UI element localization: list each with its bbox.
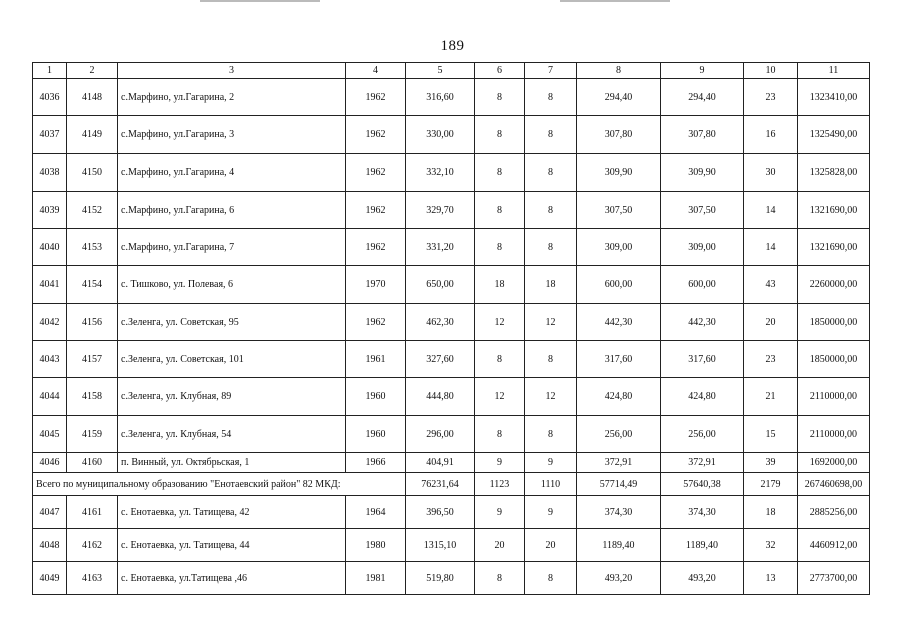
table-cell: 307,50 — [577, 192, 661, 229]
table-cell: 18 — [525, 266, 577, 304]
address-cell: с.Зеленга, ул. Советская, 95 — [118, 304, 346, 341]
table-cell: 2110000,00 — [798, 378, 870, 416]
table-cell: 18 — [744, 496, 798, 529]
table-cell: 294,40 — [661, 79, 744, 116]
table-cell: 329,70 — [406, 192, 475, 229]
table-cell: 9 — [525, 453, 577, 473]
table-cell: 1692000,00 — [798, 453, 870, 473]
table-cell: 15 — [744, 416, 798, 453]
table-cell: 9 — [475, 453, 525, 473]
table-cell: 12 — [475, 304, 525, 341]
table-cell: 32 — [744, 529, 798, 562]
table-cell: 8 — [525, 79, 577, 116]
table-cell: 374,30 — [661, 496, 744, 529]
table-cell: 372,91 — [577, 453, 661, 473]
table-cell: 1189,40 — [577, 529, 661, 562]
table-cell: 4157 — [67, 341, 118, 378]
table-cell: 2110000,00 — [798, 416, 870, 453]
table-row — [33, 453, 870, 473]
table-cell: 1321690,00 — [798, 229, 870, 266]
table-cell: 8 — [525, 341, 577, 378]
column-header: 6 — [475, 63, 525, 79]
table-cell: 1962 — [346, 116, 406, 154]
total-cell: 57640,38 — [661, 473, 744, 496]
table-cell: 23 — [744, 79, 798, 116]
table-cell: 8 — [475, 341, 525, 378]
total-cell: 1123 — [475, 473, 525, 496]
table-cell: 20 — [525, 529, 577, 562]
table-cell: 442,30 — [661, 304, 744, 341]
table-cell: 332,10 — [406, 154, 475, 192]
table-row — [33, 229, 870, 266]
table-cell: 600,00 — [577, 266, 661, 304]
table-cell: 8 — [525, 116, 577, 154]
table-cell: 1325828,00 — [798, 154, 870, 192]
table-cell: 424,80 — [661, 378, 744, 416]
address-cell: с. Тишково, ул. Полевая, 6 — [118, 266, 346, 304]
table-cell: 650,00 — [406, 266, 475, 304]
address-cell: с.Марфино, ул.Гагарина, 3 — [118, 116, 346, 154]
table-cell: 1962 — [346, 79, 406, 116]
column-header: 11 — [798, 63, 870, 79]
table-cell: 1961 — [346, 341, 406, 378]
table-row — [33, 341, 870, 378]
column-header: 9 — [661, 63, 744, 79]
table-cell: 4162 — [67, 529, 118, 562]
table-cell: 4043 — [33, 341, 67, 378]
table-cell: 4156 — [67, 304, 118, 341]
column-header: 8 — [577, 63, 661, 79]
table-cell: 23 — [744, 341, 798, 378]
scan-edge-mark — [560, 0, 670, 2]
table-cell: 21 — [744, 378, 798, 416]
table-cell: 372,91 — [661, 453, 744, 473]
table-cell: 309,90 — [577, 154, 661, 192]
table-cell: 8 — [475, 562, 525, 595]
table-cell: 1980 — [346, 529, 406, 562]
table-cell: 307,50 — [661, 192, 744, 229]
table-cell: 1189,40 — [661, 529, 744, 562]
total-cell: 1110 — [525, 473, 577, 496]
table-cell: 8 — [475, 79, 525, 116]
table-cell: 1962 — [346, 229, 406, 266]
table-cell: 442,30 — [577, 304, 661, 341]
column-header: 1 — [33, 63, 67, 79]
table-cell: 256,00 — [577, 416, 661, 453]
table-cell: 2260000,00 — [798, 266, 870, 304]
table-row — [33, 154, 870, 192]
address-cell: с.Марфино, ул.Гагарина, 6 — [118, 192, 346, 229]
table-cell: 18 — [475, 266, 525, 304]
table-cell: 4158 — [67, 378, 118, 416]
table-cell: 1970 — [346, 266, 406, 304]
column-header: 5 — [406, 63, 475, 79]
total-cell: 2179 — [744, 473, 798, 496]
table-cell: 309,00 — [661, 229, 744, 266]
table-cell: 307,80 — [661, 116, 744, 154]
table-cell: 12 — [525, 304, 577, 341]
table-cell: 14 — [744, 192, 798, 229]
table-cell: 309,90 — [661, 154, 744, 192]
table-row — [33, 496, 870, 529]
table-cell: 1981 — [346, 562, 406, 595]
table-cell: 309,00 — [577, 229, 661, 266]
table-cell: 331,20 — [406, 229, 475, 266]
table-cell: 43 — [744, 266, 798, 304]
table-cell: 317,60 — [661, 341, 744, 378]
table-row — [33, 79, 870, 116]
table-cell: 296,00 — [406, 416, 475, 453]
column-header: 2 — [67, 63, 118, 79]
address-cell: с.Зеленга, ул. Клубная, 54 — [118, 416, 346, 453]
table-cell: 4161 — [67, 496, 118, 529]
table-cell: 1321690,00 — [798, 192, 870, 229]
table-cell: 12 — [525, 378, 577, 416]
table-cell: 4049 — [33, 562, 67, 595]
table-cell: 4153 — [67, 229, 118, 266]
table-cell: 30 — [744, 154, 798, 192]
table-cell: 4154 — [67, 266, 118, 304]
table-cell: 8 — [475, 154, 525, 192]
table-cell: 13 — [744, 562, 798, 595]
column-header: 7 — [525, 63, 577, 79]
table-cell: 4047 — [33, 496, 67, 529]
table-cell: 4149 — [67, 116, 118, 154]
table-cell: 600,00 — [661, 266, 744, 304]
column-header: 3 — [118, 63, 346, 79]
table-header-row — [33, 63, 870, 79]
table-cell: 8 — [525, 416, 577, 453]
table-cell: 4045 — [33, 416, 67, 453]
table-cell: 14 — [744, 229, 798, 266]
table-cell: 4150 — [67, 154, 118, 192]
table-cell: 256,00 — [661, 416, 744, 453]
table-row — [33, 562, 870, 595]
table-cell: 317,60 — [577, 341, 661, 378]
table-cell: 8 — [525, 562, 577, 595]
table-cell: 1966 — [346, 453, 406, 473]
table-cell: 374,30 — [577, 496, 661, 529]
total-label: Всего по муниципальному образованию "Енотаевский район" 82 МКД: — [33, 473, 406, 496]
column-header: 4 — [346, 63, 406, 79]
table-cell: 1960 — [346, 416, 406, 453]
table-cell: 493,20 — [577, 562, 661, 595]
table-cell: 1962 — [346, 304, 406, 341]
table-cell: 1323410,00 — [798, 79, 870, 116]
table-cell: 4040 — [33, 229, 67, 266]
address-cell: с.Марфино, ул.Гагарина, 4 — [118, 154, 346, 192]
table-cell: 444,80 — [406, 378, 475, 416]
table-cell: 4152 — [67, 192, 118, 229]
table-cell: 8 — [525, 154, 577, 192]
table-cell: 2885256,00 — [798, 496, 870, 529]
table-cell: 4046 — [33, 453, 67, 473]
table-cell: 8 — [525, 229, 577, 266]
table-cell: 39 — [744, 453, 798, 473]
table-cell: 8 — [475, 192, 525, 229]
address-cell: с. Енотаевка, ул. Татищева, 42 — [118, 496, 346, 529]
address-cell: с.Марфино, ул.Гагарина, 2 — [118, 79, 346, 116]
page-number: 189 — [440, 38, 465, 54]
housing-table — [32, 62, 870, 595]
table-cell: 493,20 — [661, 562, 744, 595]
table-row — [33, 266, 870, 304]
table-row — [33, 529, 870, 562]
total-row — [33, 473, 870, 496]
table-cell: 1315,10 — [406, 529, 475, 562]
table-cell: 20 — [475, 529, 525, 562]
table-cell: 1962 — [346, 192, 406, 229]
table-cell: 1850000,00 — [798, 341, 870, 378]
table-cell: 519,80 — [406, 562, 475, 595]
table-row — [33, 378, 870, 416]
table-cell: 327,60 — [406, 341, 475, 378]
table-cell: 330,00 — [406, 116, 475, 154]
table-cell: 8 — [525, 192, 577, 229]
table-cell: 424,80 — [577, 378, 661, 416]
address-cell: с.Марфино, ул.Гагарина, 7 — [118, 229, 346, 266]
table-cell: 12 — [475, 378, 525, 416]
table-cell: 8 — [475, 416, 525, 453]
table-cell: 307,80 — [577, 116, 661, 154]
table-cell: 4159 — [67, 416, 118, 453]
table-row — [33, 116, 870, 154]
table-row — [33, 192, 870, 229]
table-body — [33, 79, 870, 595]
table-cell: 4042 — [33, 304, 67, 341]
table-cell: 1964 — [346, 496, 406, 529]
table-cell: 396,50 — [406, 496, 475, 529]
table-cell: 4037 — [33, 116, 67, 154]
table-cell: 4160 — [67, 453, 118, 473]
address-cell: с. Енотаевка, ул.Татищева ,46 — [118, 562, 346, 595]
table-cell: 1962 — [346, 154, 406, 192]
table-cell: 1325490,00 — [798, 116, 870, 154]
table-row — [33, 416, 870, 453]
table-cell: 316,60 — [406, 79, 475, 116]
address-cell: п. Винный, ул. Октябрьская, 1 — [118, 453, 346, 473]
total-cell: 76231,64 — [406, 473, 475, 496]
table-cell: 4148 — [67, 79, 118, 116]
table-cell: 16 — [744, 116, 798, 154]
table-cell: 1850000,00 — [798, 304, 870, 341]
table-cell: 8 — [475, 229, 525, 266]
total-cell: 267460698,00 — [798, 473, 870, 496]
table-cell: 4036 — [33, 79, 67, 116]
table-cell: 294,40 — [577, 79, 661, 116]
address-cell: с. Енотаевка, ул. Татищева, 44 — [118, 529, 346, 562]
table-cell: 4163 — [67, 562, 118, 595]
table-cell: 4048 — [33, 529, 67, 562]
table-cell: 4460912,00 — [798, 529, 870, 562]
table-cell: 4041 — [33, 266, 67, 304]
table-cell: 4038 — [33, 154, 67, 192]
total-cell: 57714,49 — [577, 473, 661, 496]
address-cell: с.Зеленга, ул. Советская, 101 — [118, 341, 346, 378]
table-row — [33, 304, 870, 341]
table-cell: 4039 — [33, 192, 67, 229]
table-cell: 462,30 — [406, 304, 475, 341]
table-cell: 404,91 — [406, 453, 475, 473]
table-cell: 8 — [475, 116, 525, 154]
table-cell: 1960 — [346, 378, 406, 416]
column-header: 10 — [744, 63, 798, 79]
table-cell: 20 — [744, 304, 798, 341]
table-cell: 2773700,00 — [798, 562, 870, 595]
scan-edge-mark — [200, 0, 320, 2]
table-cell: 9 — [525, 496, 577, 529]
table-cell: 9 — [475, 496, 525, 529]
table-cell: 4044 — [33, 378, 67, 416]
address-cell: с.Зеленга, ул. Клубная, 89 — [118, 378, 346, 416]
